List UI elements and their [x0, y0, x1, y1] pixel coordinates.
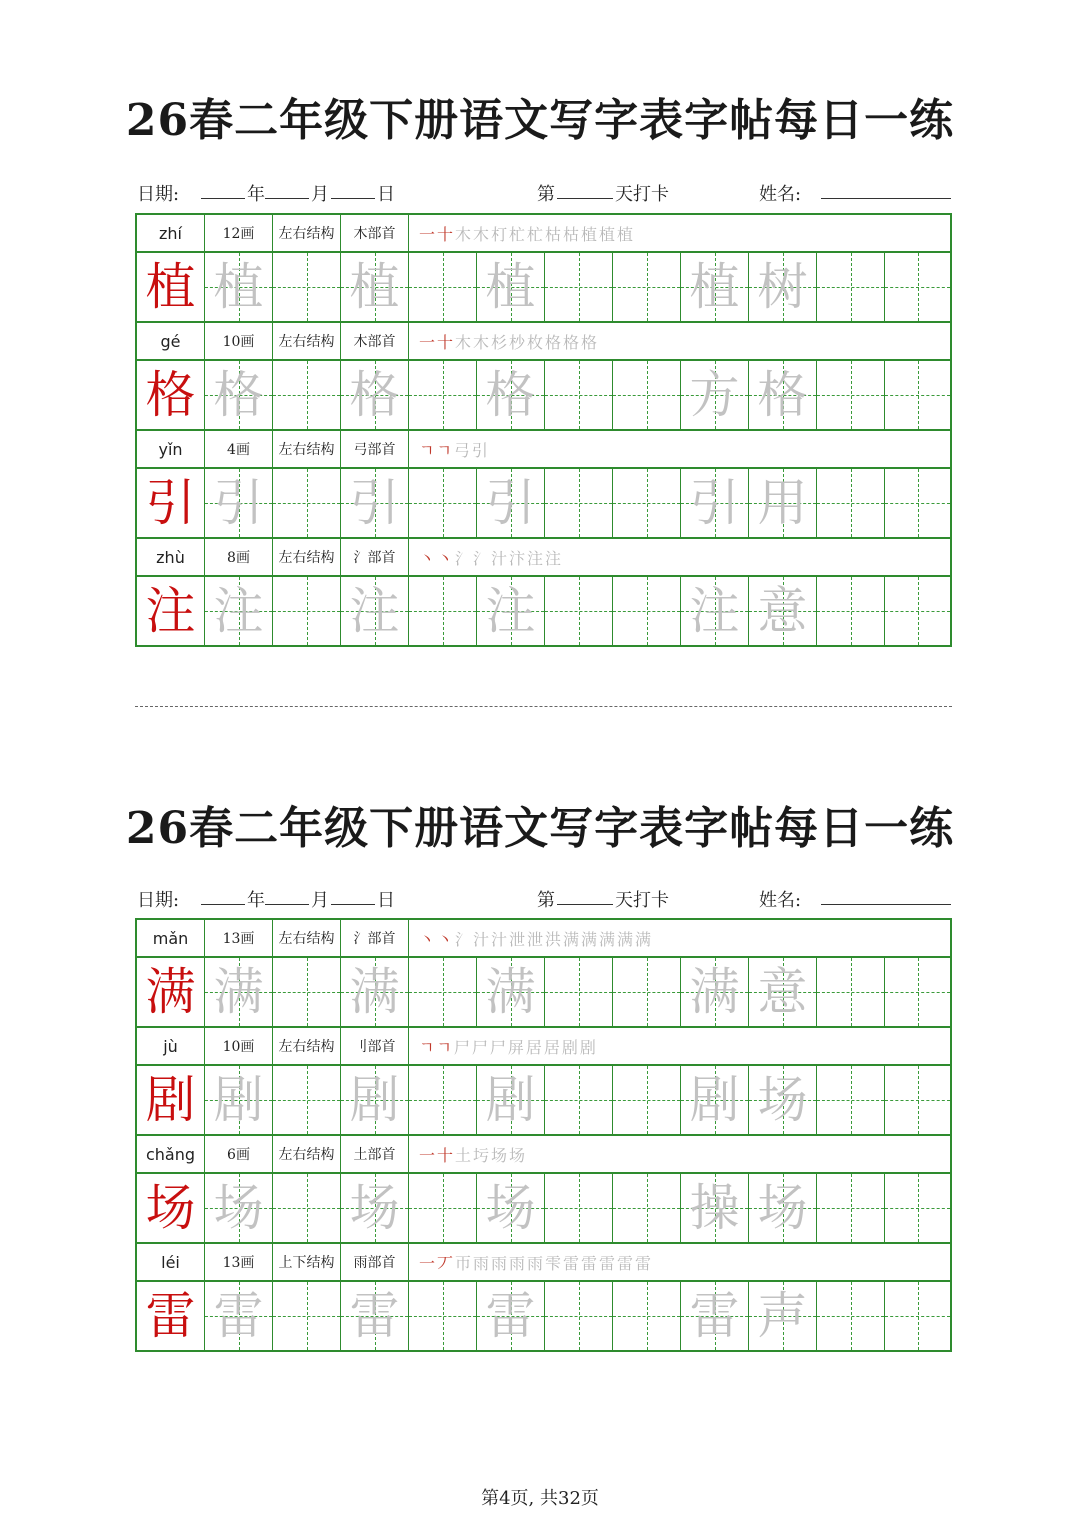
trace-char — [613, 1282, 680, 1350]
trace-char — [613, 577, 680, 645]
practice-cell[interactable] — [409, 469, 477, 537]
practice-cell[interactable] — [817, 361, 885, 429]
practice-cell[interactable] — [477, 361, 545, 429]
trace-char: 方 — [689, 366, 740, 424]
pinyin: léi — [137, 1244, 205, 1280]
practice-cell[interactable] — [341, 577, 409, 645]
checkin-label: 天打卡 — [615, 184, 669, 205]
model-char-cell — [137, 253, 205, 321]
trace-char — [545, 361, 612, 429]
practice-cell[interactable] — [545, 253, 613, 321]
char-practice-row — [137, 469, 950, 539]
stroke-order-highlight: 一十 — [419, 1145, 456, 1165]
model-char: 注 — [145, 582, 196, 640]
model-char: 格 — [145, 366, 196, 424]
pinyin: jù — [137, 1028, 205, 1064]
practice-cell[interactable] — [409, 1174, 477, 1242]
radical: 刂部首 — [341, 1028, 409, 1064]
pinyin: mǎn — [137, 920, 205, 956]
practice-cell[interactable] — [613, 361, 681, 429]
practice-cell[interactable] — [681, 1282, 749, 1350]
practice-cell[interactable] — [545, 1066, 613, 1134]
trace-char: 意 — [757, 963, 808, 1021]
trace-char — [613, 361, 680, 429]
practice-cell[interactable] — [613, 1174, 681, 1242]
practice-cell[interactable] — [409, 958, 477, 1026]
structure: 左右结构 — [273, 920, 341, 956]
practice-cell[interactable] — [613, 958, 681, 1026]
model-char-cell — [137, 1174, 205, 1242]
trace-char: 满 — [689, 963, 740, 1021]
trace-char — [545, 469, 612, 537]
stroke-order — [409, 215, 950, 251]
pinyin: chǎng — [137, 1136, 205, 1172]
trace-char — [273, 1066, 340, 1134]
model-char-cell — [137, 1066, 205, 1134]
practice-cell[interactable] — [885, 253, 950, 321]
model-char-cell — [137, 361, 205, 429]
trace-char — [613, 469, 680, 537]
trace-char — [885, 361, 950, 429]
trace-char — [273, 958, 340, 1026]
trace-char — [885, 1066, 950, 1134]
char-info-row — [137, 1244, 950, 1282]
practice-cell[interactable] — [409, 1066, 477, 1134]
stroke-order-steps: 土圬场场 — [455, 1145, 528, 1165]
structure: 上下结构 — [273, 1244, 341, 1280]
year-label: 年 — [247, 890, 265, 911]
practice-cell[interactable] — [273, 1174, 341, 1242]
trace-char — [409, 1066, 476, 1134]
trace-char — [545, 1174, 612, 1242]
structure: 左右结构 — [273, 431, 341, 467]
stroke-order — [409, 1244, 950, 1280]
stroke-order-highlight: ㄱㄱ — [419, 1037, 454, 1057]
trace-char — [817, 253, 884, 321]
trace-char: 雷 — [485, 1287, 536, 1345]
char-practice-row — [137, 577, 950, 645]
page-title-2: 26春二年级下册语文写字表字帖每日一练 — [125, 803, 955, 854]
trace-char: 剧 — [485, 1071, 536, 1129]
trace-char — [817, 1174, 884, 1242]
practice-cell[interactable] — [817, 1066, 885, 1134]
trace-char — [885, 958, 950, 1026]
trace-char — [409, 1282, 476, 1350]
trace-char — [885, 1282, 950, 1350]
practice-cell[interactable] — [409, 577, 477, 645]
trace-char: 格 — [213, 366, 264, 424]
stroke-count: 6画 — [205, 1136, 273, 1172]
trace-char: 操 — [689, 1179, 740, 1237]
practice-cell[interactable] — [409, 253, 477, 321]
stroke-order-steps: 氵汁汁泄泄洪满满满满满 — [455, 929, 654, 949]
date-header-2 — [137, 886, 952, 916]
stroke-order-steps: 木木杉杪枚格格格 — [455, 332, 600, 352]
trace-char: 用 — [757, 474, 808, 532]
model-char: 雷 — [145, 1287, 196, 1345]
practice-cell[interactable] — [817, 958, 885, 1026]
stroke-count: 10画 — [205, 323, 273, 359]
stroke-order-steps: 木木朾杧杧枯枯植植植 — [455, 224, 636, 244]
month-label: 月 — [311, 890, 329, 911]
trace-char: 剧 — [349, 1071, 400, 1129]
stroke-order — [409, 920, 950, 956]
checkin-label: 天打卡 — [615, 890, 669, 911]
practice-cell[interactable] — [885, 1282, 950, 1350]
practice-cell[interactable] — [341, 469, 409, 537]
practice-cell[interactable] — [545, 361, 613, 429]
trace-char: 场 — [485, 1179, 536, 1237]
practice-cell[interactable] — [341, 361, 409, 429]
practice-cell[interactable] — [273, 1066, 341, 1134]
trace-char — [273, 1282, 340, 1350]
trace-char: 格 — [485, 366, 536, 424]
pinyin: yǐn — [137, 431, 205, 467]
practice-cell[interactable] — [885, 361, 950, 429]
char-info-row — [137, 215, 950, 253]
practice-cell[interactable] — [885, 577, 950, 645]
stroke-order-highlight: 一丆 — [419, 1253, 456, 1273]
practice-cell[interactable] — [749, 958, 817, 1026]
practice-cell[interactable] — [681, 1066, 749, 1134]
stroke-count: 13画 — [205, 1244, 273, 1280]
practice-cell[interactable] — [749, 361, 817, 429]
practice-cell[interactable] — [205, 1282, 273, 1350]
practice-cell[interactable] — [885, 1066, 950, 1134]
stroke-count: 10画 — [205, 1028, 273, 1064]
trace-char — [885, 577, 950, 645]
char-practice-row — [137, 253, 950, 323]
trace-char — [545, 253, 612, 321]
practice-cell[interactable] — [817, 469, 885, 537]
stroke-order — [409, 323, 950, 359]
practice-cell[interactable] — [477, 1174, 545, 1242]
trace-char: 满 — [349, 963, 400, 1021]
practice-cell[interactable] — [205, 958, 273, 1026]
practice-cell[interactable] — [681, 958, 749, 1026]
char-info-row — [137, 1136, 950, 1174]
trace-char — [273, 1174, 340, 1242]
month-label: 月 — [311, 184, 329, 205]
stroke-order-steps: 尸尸尸屏居居剧剧 — [453, 1037, 598, 1057]
char-info-row — [137, 323, 950, 361]
model-char: 剧 — [145, 1071, 196, 1129]
trace-char: 植 — [349, 258, 400, 316]
practice-cell[interactable] — [205, 469, 273, 537]
trace-char: 引 — [349, 474, 400, 532]
di-label: 第 — [537, 184, 555, 205]
practice-cell[interactable] — [477, 1066, 545, 1134]
cut-line — [135, 706, 952, 707]
practice-cell[interactable] — [341, 958, 409, 1026]
stroke-count: 12画 — [205, 215, 273, 251]
practice-cell[interactable] — [477, 1282, 545, 1350]
trace-char — [409, 958, 476, 1026]
stroke-order — [409, 1136, 950, 1172]
trace-char — [817, 469, 884, 537]
trace-char: 树 — [757, 258, 808, 316]
practice-cell[interactable] — [749, 1282, 817, 1350]
radical: 氵部首 — [341, 539, 409, 575]
char-info-row — [137, 1028, 950, 1066]
stroke-order-highlight: 一十 — [419, 224, 456, 244]
trace-char — [885, 1174, 950, 1242]
practice-cell[interactable] — [817, 1282, 885, 1350]
char-practice-row — [137, 1174, 950, 1244]
practice-cell[interactable] — [613, 469, 681, 537]
practice-cell[interactable] — [545, 1174, 613, 1242]
stroke-order — [409, 431, 950, 467]
date-header — [137, 180, 952, 210]
practice-cell[interactable] — [817, 253, 885, 321]
stroke-order — [409, 539, 950, 575]
trace-char: 注 — [349, 582, 400, 640]
trace-char — [409, 1174, 476, 1242]
page-title: 26春二年级下册语文写字表字帖每日一练 — [125, 95, 955, 146]
di-label: 第 — [537, 890, 555, 911]
trace-char: 剧 — [689, 1071, 740, 1129]
practice-cell[interactable] — [749, 469, 817, 537]
trace-char: 场 — [213, 1179, 264, 1237]
radical: 雨部首 — [341, 1244, 409, 1280]
practice-grid-1 — [135, 213, 952, 647]
practice-cell[interactable] — [477, 253, 545, 321]
practice-cell[interactable] — [613, 253, 681, 321]
char-practice-row — [137, 361, 950, 431]
practice-cell[interactable] — [817, 577, 885, 645]
model-char: 满 — [145, 963, 196, 1021]
trace-char: 植 — [689, 258, 740, 316]
trace-char — [817, 1066, 884, 1134]
trace-char — [273, 361, 340, 429]
trace-char — [273, 253, 340, 321]
radical: 木部首 — [341, 323, 409, 359]
practice-cell[interactable] — [273, 469, 341, 537]
trace-char — [409, 253, 476, 321]
trace-char: 雷 — [689, 1287, 740, 1345]
practice-cell[interactable] — [885, 958, 950, 1026]
trace-char: 格 — [349, 366, 400, 424]
char-practice-row — [137, 958, 950, 1028]
practice-cell[interactable] — [205, 1174, 273, 1242]
stroke-order-highlight: 丶丶 — [419, 548, 456, 568]
practice-cell[interactable] — [545, 577, 613, 645]
trace-char — [817, 361, 884, 429]
trace-char: 格 — [757, 366, 808, 424]
stroke-count: 13画 — [205, 920, 273, 956]
trace-char: 剧 — [213, 1071, 264, 1129]
radical: 土部首 — [341, 1136, 409, 1172]
structure: 左右结构 — [273, 1028, 341, 1064]
trace-char: 雷 — [213, 1287, 264, 1345]
trace-char — [817, 577, 884, 645]
model-char-cell — [137, 1282, 205, 1350]
stroke-order-highlight: 一十 — [419, 332, 456, 352]
trace-char — [273, 577, 340, 645]
practice-cell[interactable] — [205, 253, 273, 321]
trace-char: 场 — [349, 1179, 400, 1237]
structure: 左右结构 — [273, 1136, 341, 1172]
name-label: 姓名: — [759, 184, 802, 205]
practice-cell[interactable] — [341, 1174, 409, 1242]
pinyin: zhí — [137, 215, 205, 251]
trace-char — [817, 1282, 884, 1350]
trace-char — [885, 253, 950, 321]
stroke-count: 4画 — [205, 431, 273, 467]
trace-char — [409, 469, 476, 537]
radical: 弓部首 — [341, 431, 409, 467]
trace-char: 注 — [485, 582, 536, 640]
char-info-row — [137, 431, 950, 469]
trace-char: 场 — [757, 1179, 808, 1237]
practice-cell[interactable] — [273, 577, 341, 645]
practice-grid-2 — [135, 918, 952, 1352]
trace-char: 场 — [757, 1071, 808, 1129]
model-char-cell — [137, 469, 205, 537]
practice-cell[interactable] — [409, 361, 477, 429]
stroke-order-steps: 帀雨雨雨雨雫雷雷雷雷雷 — [455, 1253, 654, 1273]
practice-cell[interactable] — [613, 1282, 681, 1350]
trace-char — [817, 958, 884, 1026]
trace-char: 声 — [757, 1287, 808, 1345]
practice-cell[interactable] — [749, 577, 817, 645]
name-label: 姓名: — [759, 890, 802, 911]
practice-cell[interactable] — [341, 1066, 409, 1134]
trace-char: 注 — [213, 582, 264, 640]
trace-char — [613, 958, 680, 1026]
trace-char: 植 — [485, 258, 536, 316]
model-char: 植 — [145, 258, 196, 316]
practice-cell[interactable] — [681, 361, 749, 429]
trace-char: 满 — [213, 963, 264, 1021]
practice-cell[interactable] — [817, 1174, 885, 1242]
practice-cell[interactable] — [273, 361, 341, 429]
trace-char: 意 — [757, 582, 808, 640]
practice-cell[interactable] — [273, 253, 341, 321]
model-char: 场 — [145, 1179, 196, 1237]
practice-cell[interactable] — [885, 469, 950, 537]
practice-cell[interactable] — [205, 1066, 273, 1134]
trace-char — [613, 1174, 680, 1242]
trace-char: 引 — [213, 474, 264, 532]
practice-cell[interactable] — [749, 253, 817, 321]
stroke-order-highlight: ㄱㄱ — [419, 440, 454, 460]
day-label: 日 — [377, 184, 395, 205]
char-practice-row — [137, 1066, 950, 1136]
year-label: 年 — [247, 184, 265, 205]
practice-cell[interactable] — [545, 1282, 613, 1350]
practice-cell[interactable] — [749, 1066, 817, 1134]
practice-cell[interactable] — [613, 577, 681, 645]
practice-cell[interactable] — [205, 577, 273, 645]
trace-char: 雷 — [349, 1287, 400, 1345]
date-label: 日期: — [137, 890, 180, 911]
char-info-row — [137, 920, 950, 958]
stroke-order-highlight: 丶丶 — [419, 929, 456, 949]
practice-cell[interactable] — [477, 958, 545, 1026]
model-char-cell — [137, 958, 205, 1026]
practice-cell[interactable] — [681, 253, 749, 321]
practice-cell[interactable] — [341, 253, 409, 321]
structure: 左右结构 — [273, 323, 341, 359]
radical: 木部首 — [341, 215, 409, 251]
practice-cell[interactable] — [477, 469, 545, 537]
page-number: 第4页, 共32页 — [481, 1488, 599, 1509]
trace-char: 满 — [485, 963, 536, 1021]
trace-char — [545, 577, 612, 645]
practice-cell[interactable] — [205, 361, 273, 429]
radical: 氵部首 — [341, 920, 409, 956]
pinyin: zhù — [137, 539, 205, 575]
stroke-order — [409, 1028, 950, 1064]
trace-char — [545, 1066, 612, 1134]
trace-char — [613, 1066, 680, 1134]
practice-cell[interactable] — [477, 577, 545, 645]
trace-char: 引 — [485, 474, 536, 532]
stroke-order-steps: 氵氵汁汴注注 — [455, 548, 564, 568]
trace-char — [409, 361, 476, 429]
trace-char — [545, 958, 612, 1026]
char-info-row — [137, 539, 950, 577]
practice-cell[interactable] — [545, 958, 613, 1026]
structure: 左右结构 — [273, 539, 341, 575]
practice-cell[interactable] — [885, 1174, 950, 1242]
practice-cell[interactable] — [341, 1282, 409, 1350]
practice-cell[interactable] — [681, 469, 749, 537]
practice-cell[interactable] — [613, 1066, 681, 1134]
model-char-cell — [137, 577, 205, 645]
practice-cell[interactable] — [409, 1282, 477, 1350]
practice-cell[interactable] — [273, 958, 341, 1026]
structure: 左右结构 — [273, 215, 341, 251]
practice-cell[interactable] — [749, 1174, 817, 1242]
model-char: 引 — [145, 474, 196, 532]
pinyin: gé — [137, 323, 205, 359]
stroke-order-steps: 弓引 — [453, 440, 490, 460]
char-practice-row — [137, 1282, 950, 1350]
day-label: 日 — [377, 890, 395, 911]
practice-cell[interactable] — [681, 577, 749, 645]
trace-char — [409, 577, 476, 645]
trace-char — [273, 469, 340, 537]
practice-cell[interactable] — [545, 469, 613, 537]
trace-char — [885, 469, 950, 537]
practice-cell[interactable] — [681, 1174, 749, 1242]
trace-char — [613, 253, 680, 321]
practice-cell[interactable] — [273, 1282, 341, 1350]
date-label: 日期: — [137, 184, 180, 205]
stroke-count: 8画 — [205, 539, 273, 575]
trace-char: 注 — [689, 582, 740, 640]
trace-char: 植 — [213, 258, 264, 316]
trace-char: 引 — [689, 474, 740, 532]
trace-char — [545, 1282, 612, 1350]
